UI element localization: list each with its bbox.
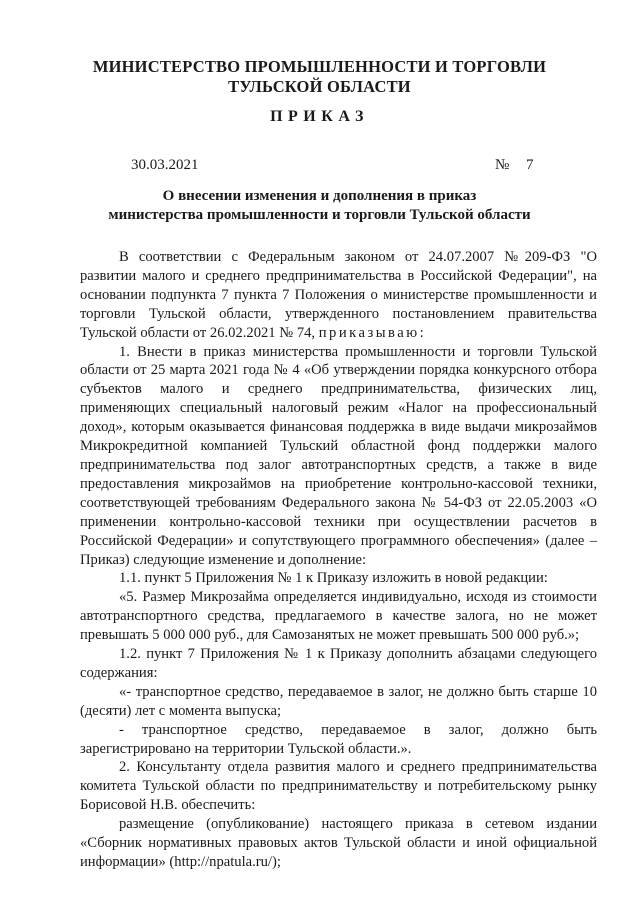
prikazyvayu-word: приказываю: [318,324,427,341]
document-body [80,248,597,872]
item-1: 1. Внести в приказ министерства промышленности и торговли Тульской области от 25 марта 2021 года № 4 «Об утверждении порядка конкурсного отбора субъектов малого и среднего предпринимательства, физических лиц, применяющих специальный налоговый режим «Налог на профессиональный доход», которым оказывается финансовая поддержка в виде выдачи микрозаймов Микрокредитной компанией Тульский областной фонд поддержки малого предпринимательства под залог автотранспортных средств, а также в виде предоставления микрозаймов на приобретение контрольно-кассовой техники, соответствующей требованиям Федерального закона № 54-ФЗ от 22.05.2003 «О применении контрольно-кассовой техники при осуществлении расчетов в Российской Федерации» и сопутствующего программного обеспечения» (далее – Приказ) следующие изменение и дополнение: [80,343,597,568]
item-2-text: размещение (опубликование) настоящего приказа в сетевом издании «Сборник нормативных правовых актов Тульской области и иной официальной информации» (http://npatula.ru/); [80,816,597,870]
subject-line1: О внесении изменения и дополнения в приказ [162,188,477,204]
item-1-1: 1.1. пункт 5 Приложения № 1 к Приказу изложить в новой редакции: [119,570,548,587]
ministry-name-line1: МИНИСТЕРСТВО ПРОМЫШЛЕННОСТИ И ТОРГОВЛИ [92,57,547,76]
item-1-2-paragraph-b: - транспортное средство, передаваемое в залог, должно быть зарегистрировано на территории Тульской области.». [80,721,597,757]
item-1-2: 1.2. пункт 7 Приложения № 1 к Приказу дополнить абзацами следующего содержания: [80,646,597,681]
intro-paragraph [80,248,597,343]
item-1-2-paragraph-a: «- транспортное средство, передаваемое в залог, не должно быть старше 10 (десяти) лет с момента выпуска; [80,683,597,719]
order-number-sign: № [495,157,510,173]
order-date: 30.03.2021 [131,157,199,173]
document-type-title: ПРИКАЗ [270,108,369,125]
order-number: 7 [526,157,534,173]
item-2: 2. Консультанту отдела развития малого и среднего предпринимательства комитета Тульской области по предпринимательству и потребительскому рынку Борисовой Н.В. обеспечить: [80,759,597,814]
intro-text: В соответствии с Федеральным законом от 24.07.2007 №209-ФЗ "О развитии малого и среднего предпринимательства в Российской Федерации", на основании подпункта 7 пункта 7 Положения о министерстве промышленности и торговли Тульской области, утвержденного постановлением правительства Тульской области от 26.02.2021 № 74, [80,249,597,341]
item-1-1-text: «5. Размер Микрозайма определяется индивидуально, исходя из стоимости автотранспортного средства, предлагаемого в качестве залога, но не может превышать 5 000 000 руб., для Самозанятых не может превышать 500 000 руб.»; [80,589,597,644]
subject-line2: министерства промышленности и торговли Тульской области [108,207,531,223]
ministry-name-line2: ТУЛЬСКОЙ ОБЛАСТИ [228,77,411,96]
